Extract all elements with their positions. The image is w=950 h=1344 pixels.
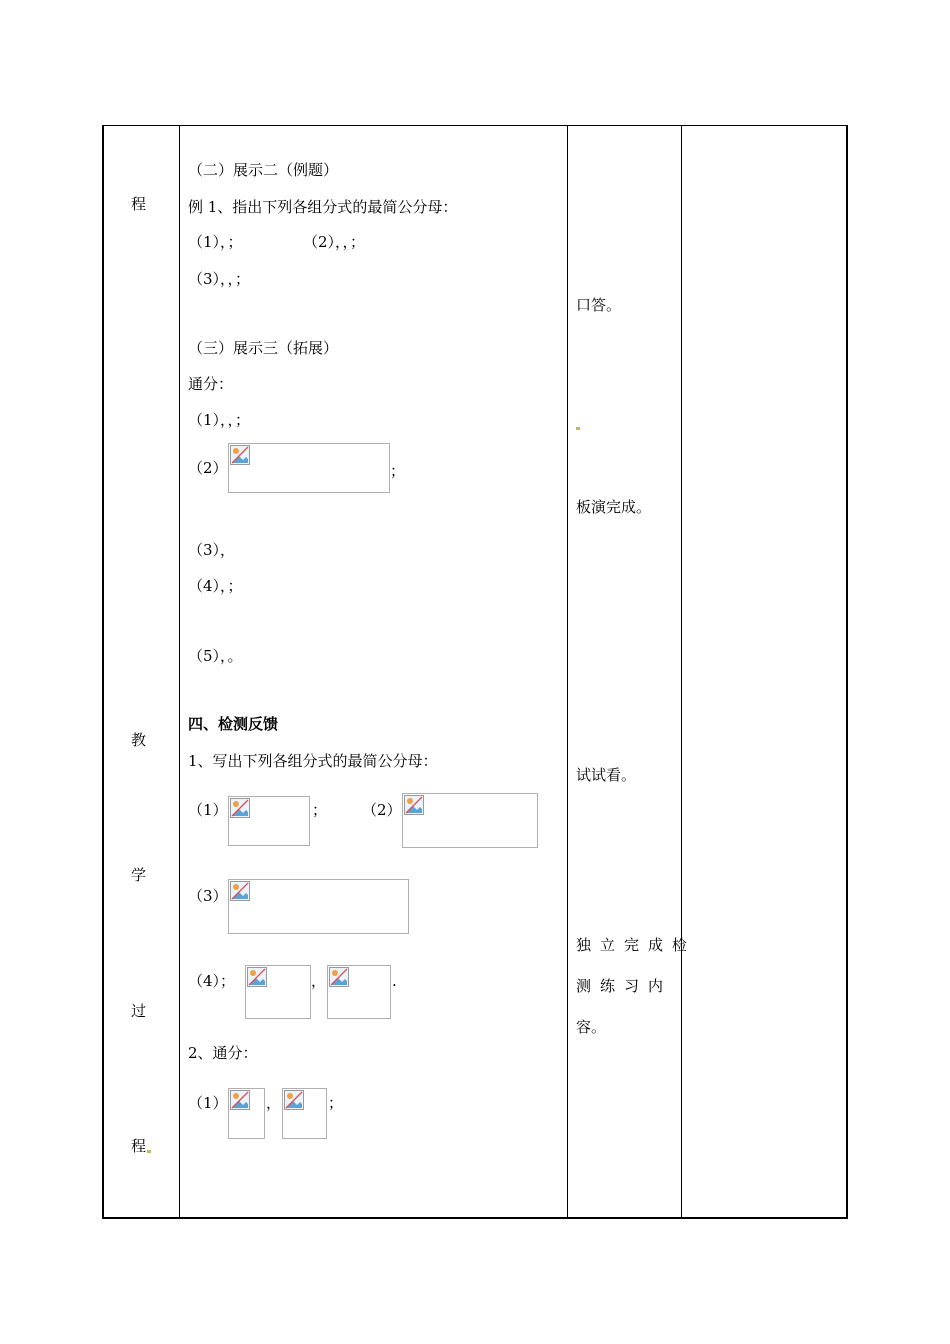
q1-item-3: （3）	[188, 887, 228, 905]
student-activity: 独立完成检	[576, 936, 697, 954]
punctuation: .	[392, 972, 397, 990]
tongfen-item-5: （5），。	[188, 647, 243, 665]
example-item-1: （1），；	[188, 233, 243, 251]
punctuation: ，	[266, 1094, 282, 1112]
formula-image	[402, 793, 538, 848]
student-activity: 口答。	[576, 296, 622, 314]
anchor-mark	[147, 1150, 151, 1153]
question1-text: 1、写出下列各组分式的最简公分母：	[188, 752, 438, 770]
left-label-char: 程	[131, 195, 147, 213]
left-label-char: 教	[131, 731, 147, 749]
broken-image-icon	[404, 795, 424, 815]
broken-image-icon	[284, 1090, 304, 1110]
example-item-3: （3），，；	[188, 270, 251, 288]
formula-image	[327, 965, 391, 1019]
tongfen-item-2: （2）	[188, 459, 228, 477]
example-item-2: （2），，；	[303, 233, 366, 251]
formula-image	[282, 1088, 327, 1139]
column-divider	[179, 126, 180, 1217]
tongfen-item-3: （3），	[188, 541, 236, 559]
broken-image-icon	[247, 967, 267, 987]
section4-title: 四、检测反馈	[188, 715, 279, 733]
student-activity: 试试看。	[576, 766, 637, 784]
q2-item-1: （1）	[188, 1094, 228, 1112]
broken-image-icon	[329, 967, 349, 987]
broken-image-icon	[230, 881, 250, 901]
punctuation: ；	[328, 1094, 344, 1112]
q1-item-2: （2）	[362, 801, 402, 819]
question2-text: 2、通分：	[188, 1044, 258, 1062]
punctuation: ，	[311, 972, 327, 990]
broken-image-icon	[230, 445, 250, 465]
formula-image	[228, 443, 390, 493]
tongfen-item-1: （1），，；	[188, 411, 251, 429]
punctuation: ；	[390, 462, 406, 480]
tongfen-item-4: （4），；	[188, 577, 243, 595]
left-label-char: 过	[131, 1002, 147, 1020]
formula-image	[245, 965, 311, 1019]
student-activity: 测练习内	[576, 977, 673, 995]
formula-image	[228, 879, 409, 934]
broken-image-icon	[230, 798, 250, 818]
example1-text: 例 1、指出下列各组分式的最简公分母：	[188, 198, 458, 216]
anchor-mark	[576, 427, 580, 430]
formula-image	[228, 796, 310, 846]
column-divider	[567, 126, 568, 1217]
q1-item-4: （4）；	[188, 972, 236, 990]
left-label-char: 程	[131, 1137, 147, 1155]
formula-image	[228, 1088, 265, 1139]
q1-item-1: （1）	[188, 801, 228, 819]
tongfen-label: 通分：	[188, 375, 234, 393]
student-activity: 板演完成。	[576, 498, 652, 516]
column-divider	[681, 126, 682, 1217]
left-label-char: 学	[131, 866, 147, 884]
show2-title: （二）展示二（例题）	[188, 161, 339, 179]
broken-image-icon	[230, 1090, 250, 1110]
punctuation: ；	[312, 801, 328, 819]
show3-title: （三）展示三（拓展）	[188, 339, 339, 357]
student-activity: 容。	[576, 1018, 607, 1036]
